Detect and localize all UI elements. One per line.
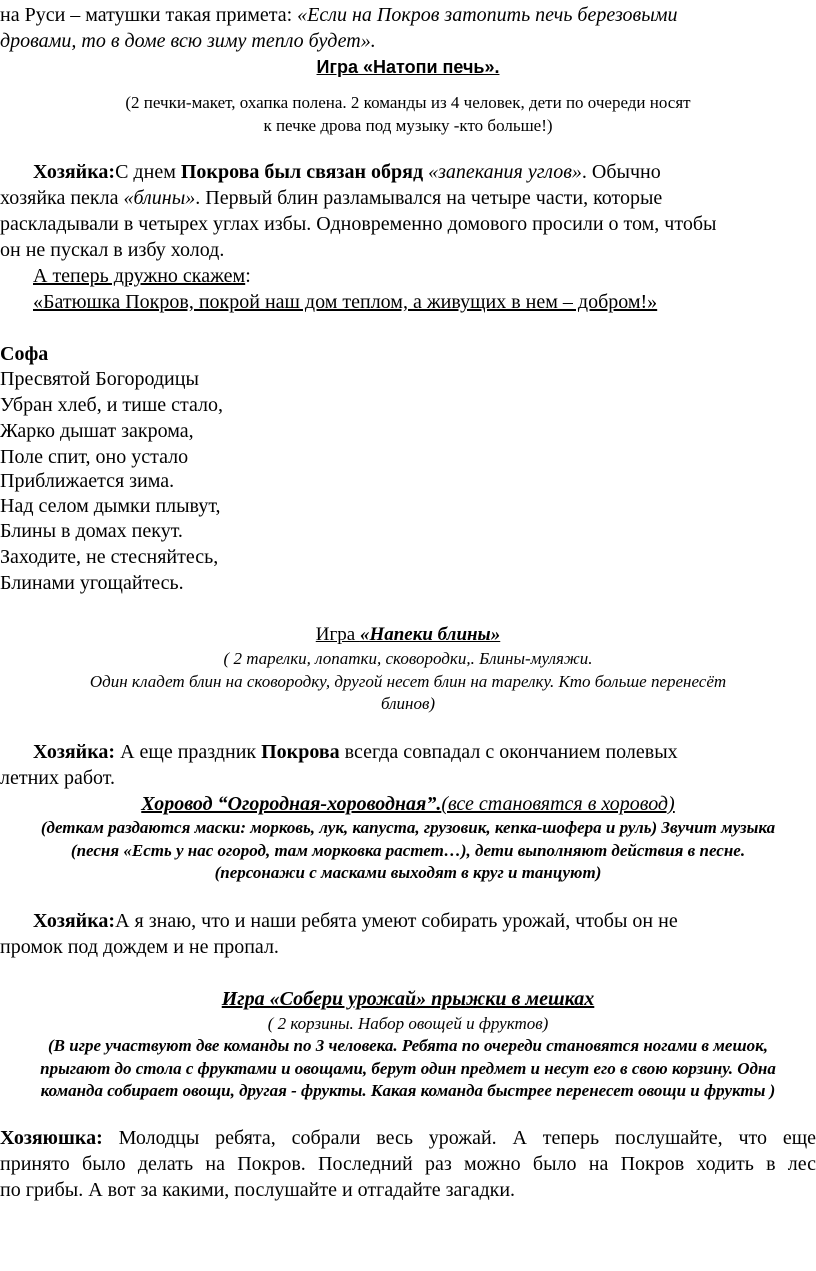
host1-speaker: Хозяйка: (33, 161, 116, 183)
host1-line-2a: хозяйка пекла (0, 187, 124, 209)
host3-speaker: Хозяйка: (33, 910, 116, 932)
game2-note-line-2: Один кладет блин на сковородку, другой несет блин на тарелку. Кто больше перенесёт (89, 672, 727, 691)
host2-text-2: всегда совпадал с окончанием полевых (339, 741, 678, 763)
poem-line: Жарко дышат закрома, (0, 420, 194, 442)
host1-line-4: он не пускал в избу холод. (0, 239, 225, 261)
host1-text-italic: «запекания углов» (428, 161, 582, 183)
poem-line: Убран хлеб, и тише стало, (0, 394, 224, 416)
dance-line-3: (персонажи с масками выходят в круг и танцуют) (214, 863, 602, 882)
game1-title: Игра «Натопи печь». (316, 57, 500, 77)
game3-note-line-1: ( 2 корзины. Набор овощей и фруктов) (267, 1014, 549, 1033)
host4-line-3: по грибы. А вот за какими, послушайте и отгадайте загадки. (0, 1179, 516, 1201)
host2-line-2: летних работ. (0, 767, 116, 789)
host2-speaker: Хозяйка: (33, 741, 116, 763)
dance-title-name: Хоровод “Огородная-хороводная”. (141, 793, 442, 815)
host4-line-1 (0, 1126, 816, 1150)
game2-title-name: «Напеки блины» (359, 624, 501, 645)
game2-title-prefix: Игра (315, 624, 360, 645)
poem-line: Заходите, не стесняйтесь, (0, 546, 219, 568)
host1-line-2c: . Первый блин разламывался на четыре части, которые (195, 187, 663, 209)
intro-quote-part-1: «Если на Покров затопить печь березовыми (297, 4, 678, 26)
game2-note-line-3: блинов) (380, 694, 435, 713)
host2-line-1 (33, 740, 678, 764)
intro-line-1 (0, 3, 678, 27)
game3-note-line-2: (В игре участвуют две команды по 3 человека. Ребята по очереди становятся ногами в мешок, (47, 1036, 768, 1055)
host1-call-text: А теперь дружно скажем (33, 265, 246, 287)
dance-title-note: (все становятся в хоровод) (441, 793, 675, 815)
game2-note-line-1: ( 2 тарелки, лопатки, сковородки,. Блины-муляжи. (223, 649, 593, 668)
poem-line: Блинами угощайтесь. (0, 572, 184, 594)
dance-line-1: (деткам раздаются маски: морковь, лук, капуста, грузовик, кепка-шофера и руль) Звучит музыка (40, 818, 776, 837)
host4-speaker: Хозяюшка: (0, 1127, 103, 1149)
dance-title (0, 792, 816, 816)
intro-quote-part-2: дровами, то в доме всю зиму тепло будет». (0, 30, 376, 52)
host3-text-1: А я знаю, что и наши ребята умеют собирать урожай, чтобы он не (115, 910, 678, 932)
host1-text-bold: Покрова был связан обряд (180, 161, 424, 183)
game3-note-line-3: прыгают до стола с фруктами и овощами, берут один предмет и несут его в свою корзину. Одна (40, 1059, 776, 1078)
poem-line: Блины в домах пекут. (0, 520, 183, 542)
host1-call (33, 264, 251, 288)
poem-line: Поле спит, оно устало (0, 446, 189, 468)
host1-line-2 (0, 186, 662, 210)
game3-title: Игра «Собери урожай» прыжки в мешках (221, 988, 595, 1010)
host1-chant: «Батюшка Покров, покрой наш дом теплом, а живущих в нем – добром!» (33, 291, 658, 313)
host4-line-2: принято было делать на Покров. Последний раз можно было на Покров ходить в лес (0, 1153, 816, 1175)
game1-note-line-1: (2 печки-макет, охапка полена. 2 команды из 4 человек, дети по очереди носят (125, 93, 691, 112)
poem-line: Приближается зима. (0, 470, 175, 492)
game2-title (0, 623, 816, 647)
poem-speaker: Софа (0, 343, 49, 365)
game1-note-line-2: к печке дрова под музыку -кто больше!) (263, 116, 553, 135)
host1-text-1: С днем (115, 161, 181, 183)
intro-prefix: на Руси – матушки такая примета: (0, 4, 298, 26)
poem-line: Пресвятой Богородицы (0, 368, 199, 390)
host1-call-colon: : (245, 265, 251, 287)
poem-line: Над селом дымки плывут, (0, 495, 221, 517)
host4-text-1: Молодцы ребята, собрали весь урожай. А теперь послушайте, что еще (102, 1127, 816, 1149)
host1-line-1 (33, 160, 661, 184)
host1-line-3: раскладывали в четырех углах избы. Одновременно домового просили о том, чтобы (0, 213, 717, 235)
host1-text-2: . Обычно (581, 161, 661, 183)
host1-line-2b: «блины» (123, 187, 196, 209)
dance-line-2: (песня «Есть у нас огород, там морковка растет…), дети выполняют действия в песне. (70, 841, 746, 860)
host3-line-1 (33, 909, 678, 933)
host3-line-2: промок под дождем и не пропал. (0, 936, 279, 958)
host2-text-1: А еще праздник (115, 741, 262, 763)
host2-text-bold: Покрова (261, 741, 340, 763)
game3-note-line-4: команда собирает овощи, другая - фрукты. Какая команда быстрее перенесет овощи и фрукты ) (40, 1081, 776, 1100)
